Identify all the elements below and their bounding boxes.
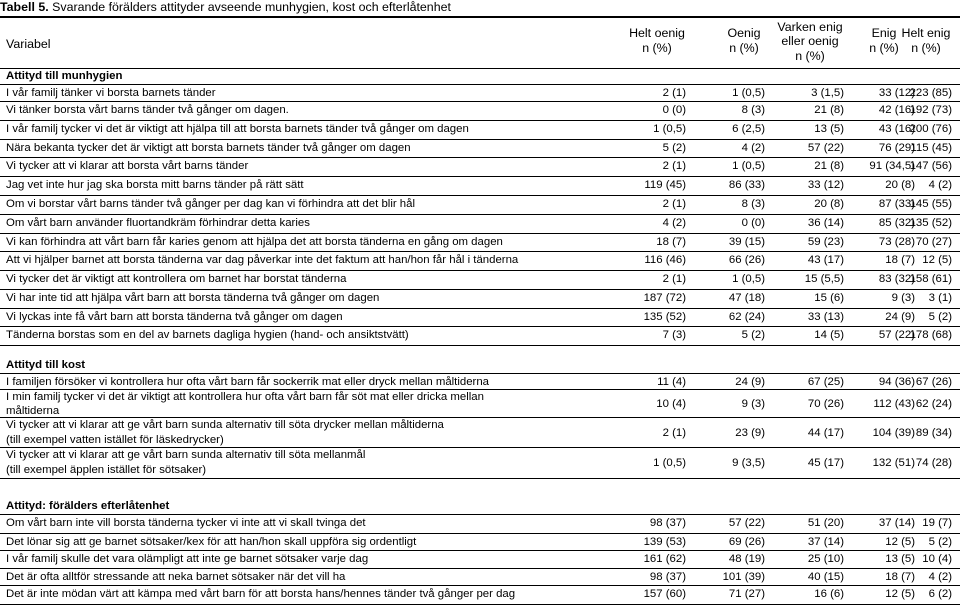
cell-helt-oenig: 157 (60) (643, 588, 686, 600)
table-row (0, 568, 960, 586)
cell-varken-enig: 20 (8) (814, 198, 844, 210)
row-label: I vår familj skulle det vara olämpligt att inte ge barnet sötsaker varje dag (6, 553, 369, 565)
table-row (0, 585, 960, 605)
cell-oenig: 86 (33) (728, 179, 765, 191)
table-row (0, 84, 960, 102)
cell-helt-oenig: 18 (7) (656, 236, 686, 248)
cell-varken-enig: 37 (14) (807, 536, 844, 548)
header-varken-enig-line: n (%) (795, 49, 825, 63)
cell-varken-enig: 16 (6) (814, 588, 844, 600)
caption-label: Tabell 5. (0, 0, 49, 14)
row-label: Nära bekanta tycker det är viktigt att borsta barnets tänder två gånger om dagen (6, 142, 411, 154)
cell-helt-enig: 4 (2) (928, 179, 952, 191)
cell-oenig: 23 (9) (735, 426, 765, 439)
cell-enig: 20 (8) (885, 179, 915, 191)
cell-varken-enig: 40 (15) (807, 571, 844, 583)
cell-helt-oenig: 187 (72) (643, 292, 686, 304)
cell-varken-enig: 70 (26) (807, 397, 844, 410)
cell-enig: 18 (7) (885, 254, 915, 266)
header-varken-enig-line: Varken enig (777, 20, 843, 34)
cell-helt-enig: 178 (68) (909, 329, 952, 341)
cell-enig: 57 (22) (878, 329, 915, 341)
cell-helt-enig: 158 (61) (909, 273, 952, 285)
cell-enig: 112 (43) (873, 397, 915, 410)
row-label: Att vi hjälper barnet att borsta tänderna var dag påverkar inte det faktum att han/hon får hål i tänderna (6, 254, 519, 266)
cell-helt-oenig: 116 (46) (644, 254, 686, 266)
header-variable: Variabel (6, 37, 51, 51)
table-row (0, 233, 960, 252)
cell-varken-enig: 43 (17) (807, 254, 844, 266)
header-oenig-line: n (%) (729, 41, 759, 55)
cell-helt-oenig: 2 (1) (662, 87, 686, 99)
cell-helt-enig: 62 (24) (915, 397, 952, 410)
header-helt-oenig-line: n (%) (642, 41, 672, 55)
cell-helt-oenig: 98 (37) (649, 517, 686, 529)
cell-helt-enig: 4 (2) (928, 571, 952, 583)
cell-varken-enig: 33 (13) (807, 311, 844, 323)
row-label: Vi tycker att vi klarar att ge vårt barn sunda alternativ till söta mellanmål (6, 449, 366, 461)
section-title-label: Attityd till kost (6, 359, 86, 371)
cell-helt-enig: 147 (56) (909, 160, 952, 172)
cell-helt-enig: 12 (5) (922, 254, 952, 266)
cell-helt-enig: 74 (28) (915, 456, 952, 469)
cell-helt-oenig: 5 (2) (662, 142, 686, 154)
table-row (0, 447, 960, 479)
cell-helt-oenig: 2 (1) (662, 426, 686, 439)
cell-oenig: 0 (0) (741, 217, 765, 229)
cell-oenig: 71 (27) (728, 588, 765, 600)
table-row (0, 417, 960, 448)
cell-helt-oenig: 98 (37) (649, 571, 686, 583)
cell-helt-oenig: 119 (45) (644, 179, 686, 191)
row-label-continued: (till exempel vatten istället för läskedrycker) (6, 434, 224, 446)
caption-text: Svarande förälders attityder avseende munhygien, kost och efterlåtenhet (48, 0, 451, 14)
cell-enig: 12 (5) (885, 588, 915, 600)
table-caption (0, 0, 451, 14)
cell-enig: 13 (5) (885, 553, 915, 565)
section-title (0, 358, 960, 372)
row-label: Tänderna borstas som en del av barnets dagliga hygien (hand- och ansiktstvätt) (6, 329, 409, 341)
cell-varken-enig: 57 (22) (807, 142, 844, 154)
table-row (0, 289, 960, 308)
cell-varken-enig: 14 (5) (814, 329, 844, 341)
cell-varken-enig: 51 (20) (807, 517, 844, 529)
cell-helt-oenig: 0 (0) (662, 104, 686, 116)
cell-helt-oenig: 2 (1) (662, 198, 686, 210)
cell-helt-enig: 89 (34) (915, 426, 952, 439)
row-label: Vi tänker borsta vårt barns tänder två gånger om dagen. (6, 104, 289, 116)
cell-enig: 43 (16) (878, 123, 915, 135)
cell-oenig: 101 (39) (722, 571, 765, 583)
table-row (0, 176, 960, 195)
cell-oenig: 1 (0,5) (732, 273, 765, 285)
cell-helt-oenig: 161 (62) (643, 553, 686, 565)
cell-helt-oenig: 11 (4) (657, 376, 686, 388)
row-label: Vi tycker att vi klarar att borsta vårt barns tänder (6, 160, 249, 172)
cell-oenig: 5 (2) (741, 329, 765, 341)
cell-enig: 18 (7) (885, 571, 915, 583)
cell-enig: 132 (51) (872, 456, 915, 469)
cell-helt-enig: 135 (52) (909, 217, 952, 229)
row-label: Det lönar sig att ge barnet sötsaker/kex för att han/hon skall uppföra sig ordentligt (6, 536, 417, 548)
cell-varken-enig: 59 (23) (807, 236, 844, 248)
row-label: Vi har inte tid att hjälpa vårt barn att borsta tänderna två gånger om dagen (6, 292, 380, 304)
cell-oenig: 8 (3) (741, 104, 765, 116)
cell-varken-enig: 36 (14) (807, 217, 844, 229)
cell-oenig: 6 (2,5) (732, 123, 765, 135)
cell-helt-oenig: 4 (2) (662, 217, 686, 229)
cell-oenig: 8 (3) (741, 198, 765, 210)
table-row (0, 270, 960, 289)
cell-varken-enig: 33 (12) (807, 179, 844, 191)
cell-enig: 73 (28) (878, 236, 915, 248)
cell-oenig: 47 (18) (728, 292, 765, 304)
cell-oenig: 9 (3) (741, 397, 765, 410)
header-helt-enig-line: n (%) (911, 41, 941, 55)
section-title-label: Attityd till munhygien (6, 70, 123, 82)
table-row (0, 214, 960, 233)
header-enig-line: Enig (871, 26, 897, 40)
table-row (0, 120, 960, 139)
cell-enig: 24 (9) (885, 311, 915, 323)
cell-oenig: 62 (24) (728, 311, 765, 323)
cell-oenig: 1 (0,5) (732, 160, 765, 172)
cell-helt-enig: 10 (4) (922, 553, 952, 565)
cell-varken-enig: 25 (10) (807, 553, 844, 565)
table-row (0, 101, 960, 120)
cell-varken-enig: 3 (1,5) (811, 87, 844, 99)
cell-helt-oenig: 139 (53) (643, 536, 686, 548)
row-label: Om vårt barn använder fluortandkräm förhindrar detta karies (6, 217, 310, 229)
row-label: I familjen försöker vi kontrollera hur ofta vårt barn får sockerrik mat eller dryck mellan måltiderna (6, 376, 490, 388)
section-title (0, 69, 960, 83)
cell-enig: 87 (33) (878, 198, 915, 210)
table-row (0, 373, 960, 390)
row-label-continued: (till exempel äpplen istället för sötsaker) (6, 464, 207, 476)
table-row (0, 389, 960, 418)
cell-enig: 85 (32) (878, 217, 915, 229)
cell-enig: 94 (36) (878, 376, 915, 388)
cell-enig: 42 (16) (878, 104, 915, 116)
table-row (0, 514, 960, 533)
cell-helt-enig: 70 (27) (915, 236, 952, 248)
cell-helt-enig: 200 (76) (909, 123, 952, 135)
cell-oenig: 69 (26) (728, 536, 765, 548)
cell-helt-oenig: 135 (52) (643, 311, 686, 323)
top-rule (0, 16, 960, 18)
cell-enig: 91 (34,5) (869, 160, 915, 172)
row-label: I vår familj tycker vi det är viktigt att hjälpa till att borsta barnets tänder två gånger om dagen (6, 123, 469, 135)
cell-helt-enig: 19 (7) (922, 517, 952, 529)
cell-oenig: 57 (22) (728, 517, 765, 529)
cell-enig: 104 (39) (872, 426, 915, 439)
cell-helt-enig: 6 (2) (928, 588, 952, 600)
cell-enig: 12 (5) (885, 536, 915, 548)
row-label: Om vi borstar vårt barns tänder två gånger per dag kan vi förhindra att det blir hål (6, 198, 416, 210)
cell-helt-oenig: 1 (0,5) (653, 123, 686, 135)
header-varken-enig-line: eller oenig (781, 34, 839, 48)
row-label: Vi tycker att vi klarar att ge vårt barn sunda alternativ till söta drycker mellan måltiderna (6, 419, 444, 431)
row-label: I min familj tycker vi det är viktigt att kontrollera hur ofta vårt barn får söt mat eller dricka mellan (6, 391, 484, 403)
cell-helt-enig: 145 (55) (909, 198, 952, 210)
table-row (0, 326, 960, 346)
cell-varken-enig: 15 (6) (814, 292, 844, 304)
cell-varken-enig: 13 (5) (814, 123, 844, 135)
section-title (0, 499, 960, 513)
cell-helt-oenig: 7 (3) (662, 329, 686, 341)
table-row (0, 251, 960, 270)
cell-oenig: 24 (9) (735, 376, 765, 388)
cell-varken-enig: 44 (17) (807, 426, 844, 439)
table-row (0, 139, 960, 158)
cell-helt-enig: 5 (2) (928, 536, 952, 548)
row-label: Vi kan förhindra att vårt barn får karies genom att hjälpa det att borsta tänderna en gång om dagen (6, 236, 503, 248)
row-label: Jag vet inte hur jag ska borsta mitt barns tänder på rätt sätt (6, 179, 304, 191)
cell-enig: 37 (14) (878, 517, 915, 529)
table-row (0, 533, 960, 551)
section-title-label: Attityd: förälders efterlåtenhet (6, 500, 170, 512)
cell-enig: 9 (3) (891, 292, 915, 304)
row-label-continued: måltiderna (6, 405, 60, 417)
table-row (0, 195, 960, 214)
cell-helt-oenig: 1 (0,5) (653, 456, 686, 469)
table-row (0, 157, 960, 176)
cell-helt-oenig: 2 (1) (662, 160, 686, 172)
cell-enig: 33 (12) (878, 87, 915, 99)
table-row (0, 308, 960, 327)
row-label: Vi tycker det är viktigt att kontrollera om barnet har borstat tänderna (6, 273, 347, 285)
cell-helt-oenig: 2 (1) (662, 273, 686, 285)
cell-oenig: 1 (0,5) (732, 87, 765, 99)
header-helt-oenig-line: Helt oenig (629, 26, 685, 40)
cell-helt-enig: 5 (2) (928, 311, 952, 323)
row-label: Det är ofta alltför stressande att neka barnet sötsaker när det vill ha (6, 571, 346, 583)
cell-helt-enig: 192 (73) (909, 104, 952, 116)
cell-enig: 83 (32) (878, 273, 915, 285)
cell-oenig: 48 (19) (728, 553, 765, 565)
cell-varken-enig: 21 (8) (814, 104, 844, 116)
cell-varken-enig: 45 (17) (807, 456, 844, 469)
cell-varken-enig: 67 (25) (807, 376, 844, 388)
cell-helt-oenig: 10 (4) (656, 397, 686, 410)
header-enig-line: n (%) (869, 41, 899, 55)
cell-varken-enig: 21 (8) (814, 160, 844, 172)
cell-helt-enig: 223 (85) (909, 87, 952, 99)
cell-oenig: 9 (3,5) (732, 456, 765, 469)
row-label: Om vårt barn inte vill borsta tänderna tycker vi inte att vi skall tvinga det (6, 517, 366, 529)
header-helt-enig-line: Helt enig (901, 26, 951, 40)
cell-varken-enig: 15 (5,5) (804, 273, 844, 285)
table-row (0, 550, 960, 569)
cell-oenig: 4 (2) (741, 142, 765, 154)
row-label: Vi lyckas inte få vårt barn att borsta tänderna två gånger om dagen (6, 311, 343, 323)
row-label: Det är inte mödan värt att kämpa med vårt barn för att borsta hans/hennes tänder två gånger per dag (6, 588, 516, 600)
cell-oenig: 66 (26) (728, 254, 765, 266)
cell-helt-enig: 67 (26) (915, 376, 952, 388)
row-label: I vår familj tänker vi borsta barnets tänder (6, 87, 216, 99)
cell-oenig: 39 (15) (728, 236, 765, 248)
cell-enig: 76 (29) (878, 142, 915, 154)
cell-helt-enig: 3 (1) (928, 292, 952, 304)
header-oenig-line: Oenig (727, 26, 761, 40)
cell-helt-enig: 115 (45) (910, 142, 952, 154)
